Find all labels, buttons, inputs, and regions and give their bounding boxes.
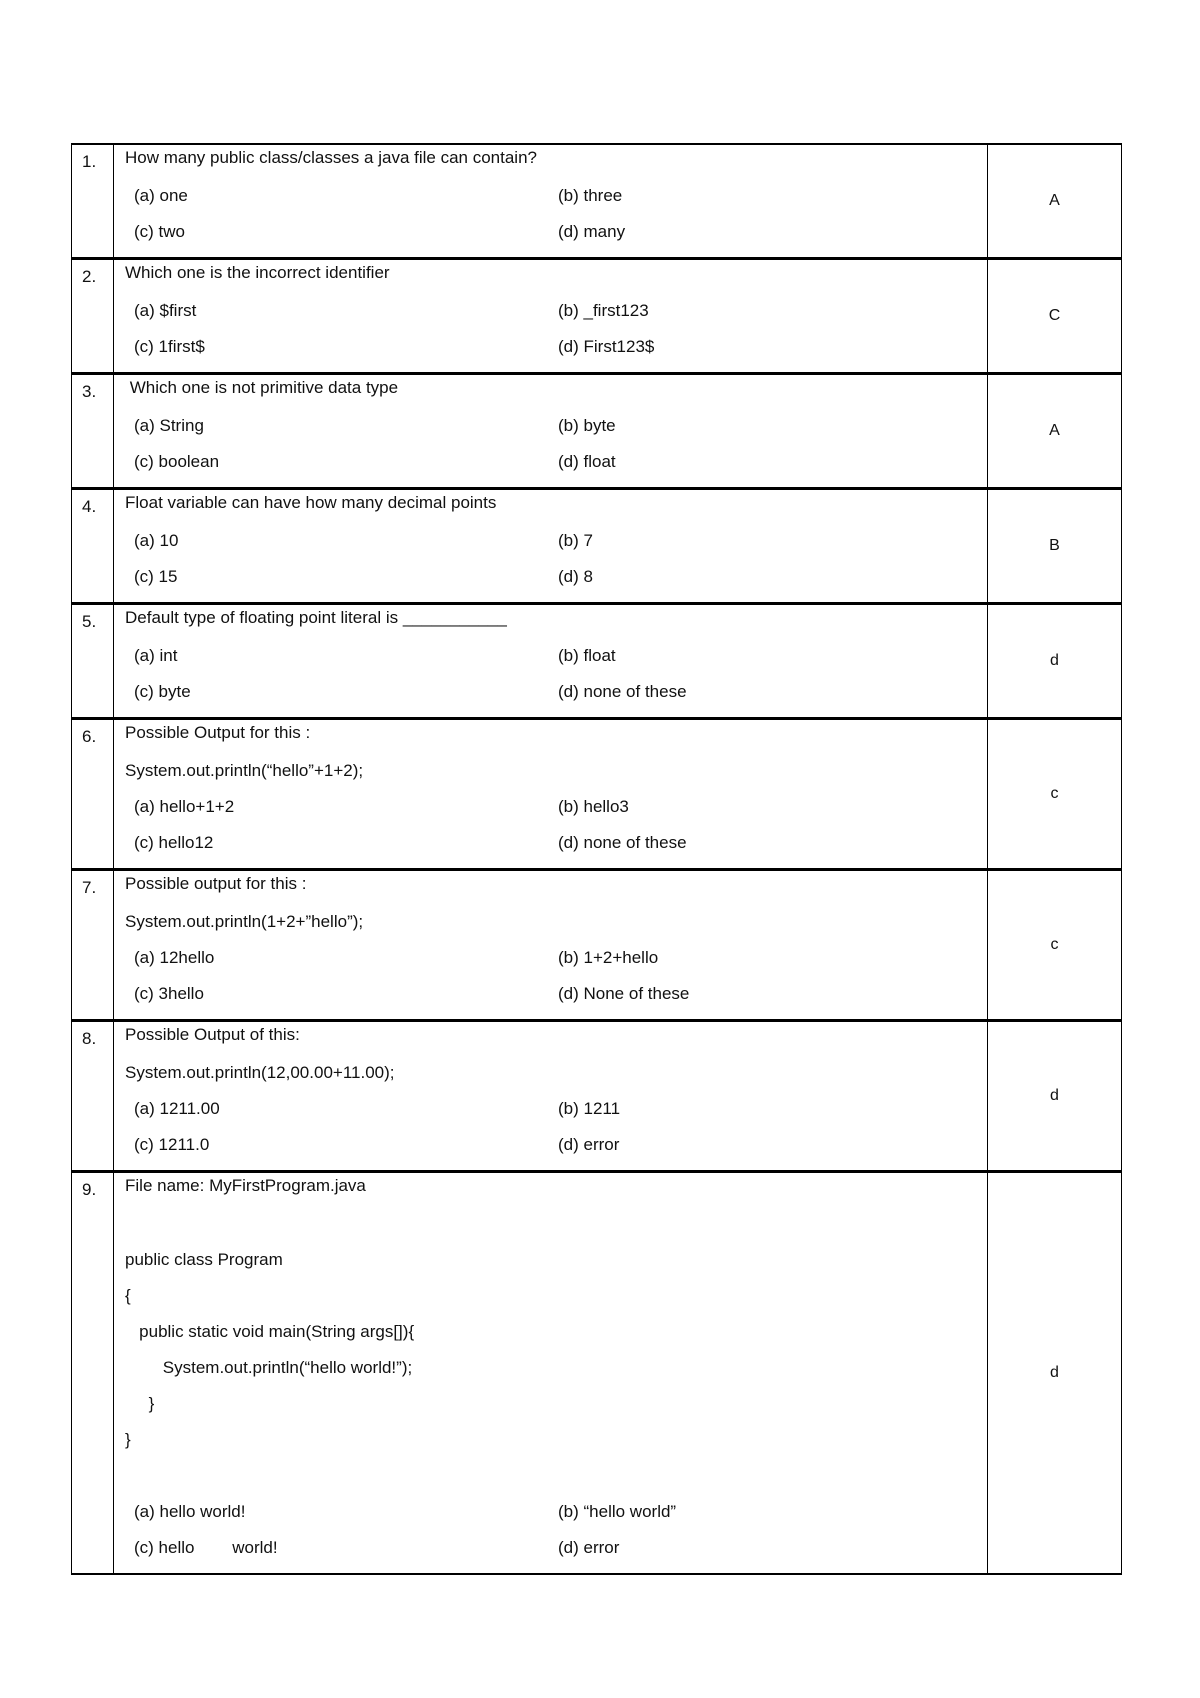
option-a: (a) 1211.00 [134,1099,220,1118]
option-d: (d) First123$ [558,337,655,356]
question-body [114,719,988,870]
question-code-line: } [125,1430,131,1449]
question-code-line [125,1209,987,1245]
question-number: 3. [72,374,114,489]
quiz-table [71,143,1122,1575]
option-a: (a) hello world! [134,1502,246,1521]
option-c: (c) 1first$ [134,337,205,356]
option-c: (c) 3hello [134,984,204,1003]
option-a: (a) 12hello [134,948,215,967]
question-code-line: public static void main(String args[]){ [125,1322,415,1341]
options-grid [125,411,987,483]
question-code-line: System.out.println(1+2+”hello”); [125,912,364,931]
option-b: (b) “hello world” [558,1502,677,1521]
question-body [114,489,988,604]
option-a: (a) $first [134,301,197,320]
question-body [114,144,988,259]
question-code-line: System.out.println(“hello world!”); [125,1358,413,1377]
question-row [72,374,1122,489]
question-number: 7. [72,870,114,1021]
option-c: (c) 1211.0 [134,1135,210,1154]
option-a: (a) int [134,646,178,665]
answer-key: C [988,259,1122,374]
question-text: Which one is not primitive data type [125,378,399,397]
question-number: 4. [72,489,114,604]
question-code-line: } [125,1394,155,1413]
quiz-body [72,144,1122,1574]
option-a: (a) hello+1+2 [134,797,235,816]
question-number: 6. [72,719,114,870]
option-b: (b) _first123 [558,301,649,320]
answer-key: A [988,374,1122,489]
question-body [114,1172,988,1575]
question-row [72,144,1122,259]
option-b: (b) 1211 [558,1099,621,1118]
option-b: (b) 7 [558,531,593,550]
options-grid [125,181,987,253]
option-d: (d) many [558,222,626,241]
option-d: (d) None of these [558,984,690,1003]
question-text: How many public class/classes a java file can contain? [125,148,537,167]
question-row [72,259,1122,374]
question-body [114,604,988,719]
answer-key: d [988,1021,1122,1172]
question-text: Which one is the incorrect identifier [125,263,390,282]
option-b: (b) float [558,646,616,665]
question-body [114,870,988,1021]
question-number: 9. [72,1172,114,1575]
option-c: (c) boolean [134,452,220,471]
option-d: (d) error [558,1538,620,1557]
question-row [72,604,1122,719]
question-body [114,259,988,374]
question-number: 2. [72,259,114,374]
options-grid [125,296,987,368]
answer-key: B [988,489,1122,604]
question-row [72,719,1122,870]
answer-key: c [988,870,1122,1021]
option-c: (c) hello12 [134,833,214,852]
options-grid [125,792,987,864]
question-text: Possible output for this : [125,874,307,893]
question-row [72,489,1122,604]
question-text: File name: MyFirstProgram.java [125,1176,366,1195]
question-code-line: System.out.println(12,00.00+11.00); [125,1063,395,1082]
answer-key: d [988,1172,1122,1575]
question-body [114,1021,988,1172]
option-c: (c) 15 [134,567,178,586]
option-a: (a) 10 [134,531,179,550]
option-d: (d) none of these [558,682,687,701]
option-b: (b) byte [558,416,616,435]
question-row [72,1172,1122,1575]
option-c: (c) two [134,222,185,241]
option-d: (d) error [558,1135,620,1154]
question-code-line [125,1461,987,1497]
option-b: (b) 1+2+hello [558,948,659,967]
options-grid [125,1094,987,1166]
option-d: (d) 8 [558,567,593,586]
options-grid [125,641,987,713]
answer-key: A [988,144,1122,259]
answer-key: d [988,604,1122,719]
option-b: (b) hello3 [558,797,629,816]
option-d: (d) float [558,452,616,471]
question-body [114,374,988,489]
options-grid [125,1497,987,1569]
question-number: 8. [72,1021,114,1172]
option-c: (c) byte [134,682,191,701]
option-d: (d) none of these [558,833,687,852]
options-grid [125,526,987,598]
question-row [72,1021,1122,1172]
question-text: Default type of floating point literal is ___________ [125,608,507,627]
question-row [72,870,1122,1021]
question-code-line: { [125,1286,131,1305]
question-text: Float variable can have how many decimal points [125,493,497,512]
option-a: (a) one [134,186,188,205]
question-code-line: public class Program [125,1250,283,1269]
option-c: (c) hello world! [134,1538,278,1557]
question-number: 1. [72,144,114,259]
option-a: (a) String [134,416,204,435]
answer-key: c [988,719,1122,870]
question-text: Possible Output for this : [125,723,311,742]
option-b: (b) three [558,186,623,205]
options-grid [125,943,987,1015]
question-number: 5. [72,604,114,719]
question-text: Possible Output of this: [125,1025,300,1044]
question-code-line: System.out.println(“hello”+1+2); [125,761,364,780]
